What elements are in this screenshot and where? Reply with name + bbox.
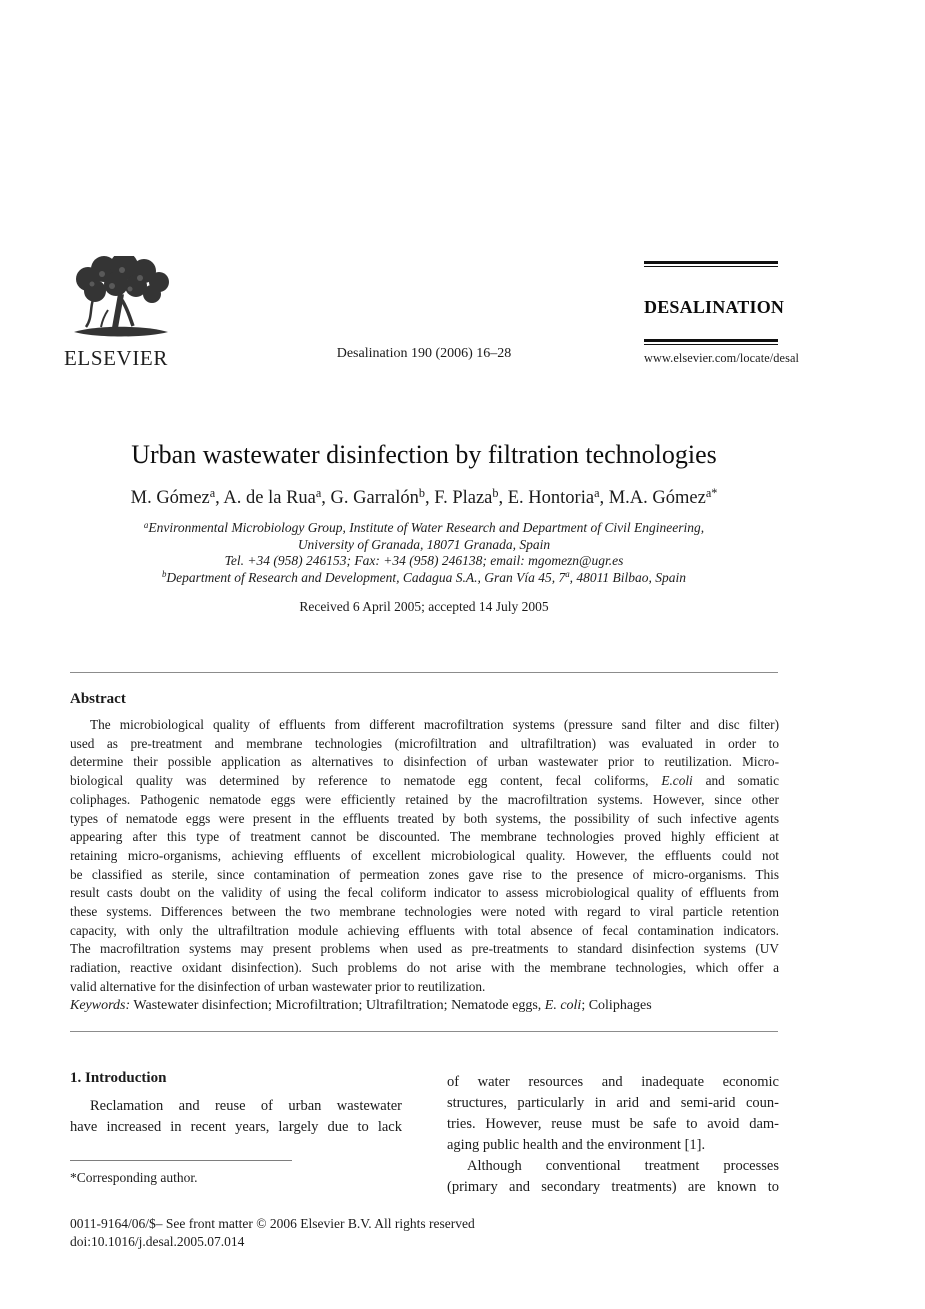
received-accepted-line: Received 6 April 2005; accepted 14 July 2005: [299, 599, 549, 614]
text-segment: University of Granada, 18071 Granada, Spain: [297, 536, 551, 552]
abstract-top-divider: [70, 672, 778, 673]
text-segment: a: [143, 519, 149, 530]
body-text-line: of water resources and inadequate economic: [447, 1074, 779, 1090]
abstract-line: [70, 903, 779, 922]
abstract-line: [70, 847, 779, 866]
text-segment: E.coli: [661, 773, 693, 789]
text-segment: Tel. +34 (958) 246153; Fax: +34 (958) 246138; email: mgomezn@ugr.es: [224, 553, 624, 568]
text-segment: , M.A. Gómez: [599, 488, 706, 508]
abstract-line: [70, 940, 779, 959]
elsevier-wordmark: ELSEVIER: [64, 346, 168, 370]
text-segment: a: [315, 485, 322, 500]
text-segment: result casts doubt on the validity of using the fecal coliform indicator to assess microbiological quality of effluents from: [70, 885, 779, 901]
text-segment: b: [492, 485, 499, 500]
text-segment: , E. Hontoria: [498, 488, 595, 508]
text-segment: Environmental Microbiology Group, Institute of Water Research and Department of Civil Engineering,: [148, 520, 705, 535]
article-footer: [70, 1215, 778, 1250]
journal-rule-top: [644, 261, 778, 268]
affiliation-line: [70, 553, 778, 570]
journal-citation: Desalination 190 (2006) 16–28: [336, 346, 512, 361]
text-segment: appearing after this type of treatment cannot be discounted. The membrane technologies proved highly efficient at: [70, 829, 779, 845]
text-segment: these systems. Differences between the two membrane technologies were noted with regard to viral particle retention: [70, 904, 779, 920]
abstract-line: [70, 866, 779, 885]
intro-right-column: [447, 1072, 779, 1198]
affiliations: [70, 520, 778, 586]
text-segment: used as pre-treatment and membrane technologies (microfiltration and ultrafiltration) was evaluated in order to: [70, 735, 779, 751]
body-text-line: tries. However, reuse must be safe to avoid dam-: [447, 1116, 779, 1132]
text-segment: a*: [705, 485, 718, 500]
author-line: [70, 485, 778, 509]
text-segment: and somatic: [692, 773, 779, 789]
text-segment: valid alternative for the disinfection of urban wastewater prior to reutilization.: [70, 978, 486, 994]
text-segment: a: [565, 569, 570, 580]
copyright-line: 0011-9164/06/$– See front matter © 2006 Elsevier B.V. All rights reserved: [70, 1216, 475, 1231]
text-segment: , G. Garralón: [321, 488, 419, 508]
text-segment: be classified as sterile, since contamination of permeation zones gave rise to the presence of micro-organisms. This: [70, 866, 779, 882]
text-segment: M. Gómez: [130, 488, 210, 508]
intro-left-column: [70, 1096, 402, 1138]
text-segment: , A. de la Rua: [215, 488, 316, 508]
abstract-line: [70, 978, 779, 997]
text-segment: The macrofiltration systems may present problems when used as pre-treatments to standard disinfection systems (UV: [70, 941, 779, 957]
corresponding-author-note: *Corresponding author.: [70, 1170, 198, 1185]
affiliation-line: [70, 520, 778, 537]
journal-mark: [644, 261, 800, 366]
text-segment: , 48011 Bilbao, Spain: [569, 569, 687, 585]
text-segment: Wastewater disinfection; Microfiltration; Ultrafiltration; Nematode eggs,: [130, 998, 545, 1013]
journal-url: www.elsevier.com/locate/desal: [644, 351, 800, 365]
text-segment: b: [161, 569, 167, 580]
keywords-bottom-divider: [70, 1031, 778, 1032]
elsevier-tree-logo: [64, 256, 178, 340]
abstract-heading: Abstract: [70, 691, 126, 707]
text-segment: types of nematode eggs were present in the effluents treated by both systems, the possibility of such infective agents: [70, 810, 779, 826]
text-segment: Department of Research and Development, Cadagua S.A., Gran Vía 45, 7: [166, 569, 566, 585]
abstract-line: [70, 810, 779, 829]
journal-rule-bottom: [644, 339, 778, 346]
body-text-line: structures, particularly in arid and semi-arid coun-: [447, 1095, 779, 1111]
abstract-line: [70, 922, 779, 941]
doi-line: doi:10.1016/j.desal.2005.07.014: [70, 1233, 245, 1249]
abstract-line: [70, 735, 779, 754]
journal-title: DESALINATION: [644, 297, 785, 317]
text-segment: determine their possible application as alternatives to disinfection of urban wastewater prior to reutilization. Micro-: [70, 754, 779, 770]
body-text-line: (primary and secondary treatments) are known to: [447, 1179, 779, 1195]
text-segment: , F. Plaza: [425, 488, 493, 508]
text-segment: coliphages. Pathogenic nematode eggs were efficiently retained by the macrofiltration systems. However, since other: [70, 791, 779, 807]
section-heading-introduction: 1. Introduction: [70, 1070, 167, 1086]
abstract-line: [70, 884, 779, 903]
text-segment: a: [209, 485, 216, 500]
text-segment: E. coli: [544, 998, 582, 1013]
text-segment: ; Coliphages: [581, 998, 652, 1013]
text-segment: radiation, reactive oxidant disinfection). Such problems do not arise with the membrane technologies, which offer a: [70, 960, 779, 976]
abstract-text: [70, 716, 779, 997]
text-segment: capacity, with only the ultrafiltration module achieving effluents with total absence of fecal contamination indicators.: [70, 922, 779, 938]
text-segment: b: [418, 485, 426, 500]
footnote-divider: [70, 1160, 292, 1161]
abstract-line: [70, 828, 779, 847]
text-segment: retaining micro-organisms, achieving effluents of excellent microbiological quality. However, the effluents could not: [70, 847, 779, 863]
text-segment: The microbiological quality of effluents from different macrofiltration systems (pressure sand filter and disc filter): [90, 717, 779, 732]
abstract-line: [70, 791, 779, 810]
abstract-line: [70, 772, 779, 791]
text-segment: a: [594, 485, 600, 500]
body-text-line: Although conventional treatment processes: [467, 1158, 779, 1174]
body-text-line: aging public health and the environment [1].: [447, 1137, 706, 1153]
abstract-line: [70, 716, 779, 735]
affiliation-line: [70, 570, 778, 587]
affiliation-line: [70, 537, 778, 554]
body-text-line: Reclamation and reuse of urban wastewater: [90, 1098, 402, 1114]
article-title: Urban wastewater disinfection by filtration technologies: [131, 440, 717, 469]
abstract-line: [70, 753, 779, 772]
text-segment: biological quality was determined by reference to nematode egg content, fecal coliforms,: [70, 773, 662, 789]
body-text-line: have increased in recent years, largely due to lack: [70, 1118, 402, 1135]
keywords-line: [70, 998, 778, 1014]
text-segment: Keywords:: [70, 998, 131, 1013]
abstract-line: [70, 959, 779, 978]
